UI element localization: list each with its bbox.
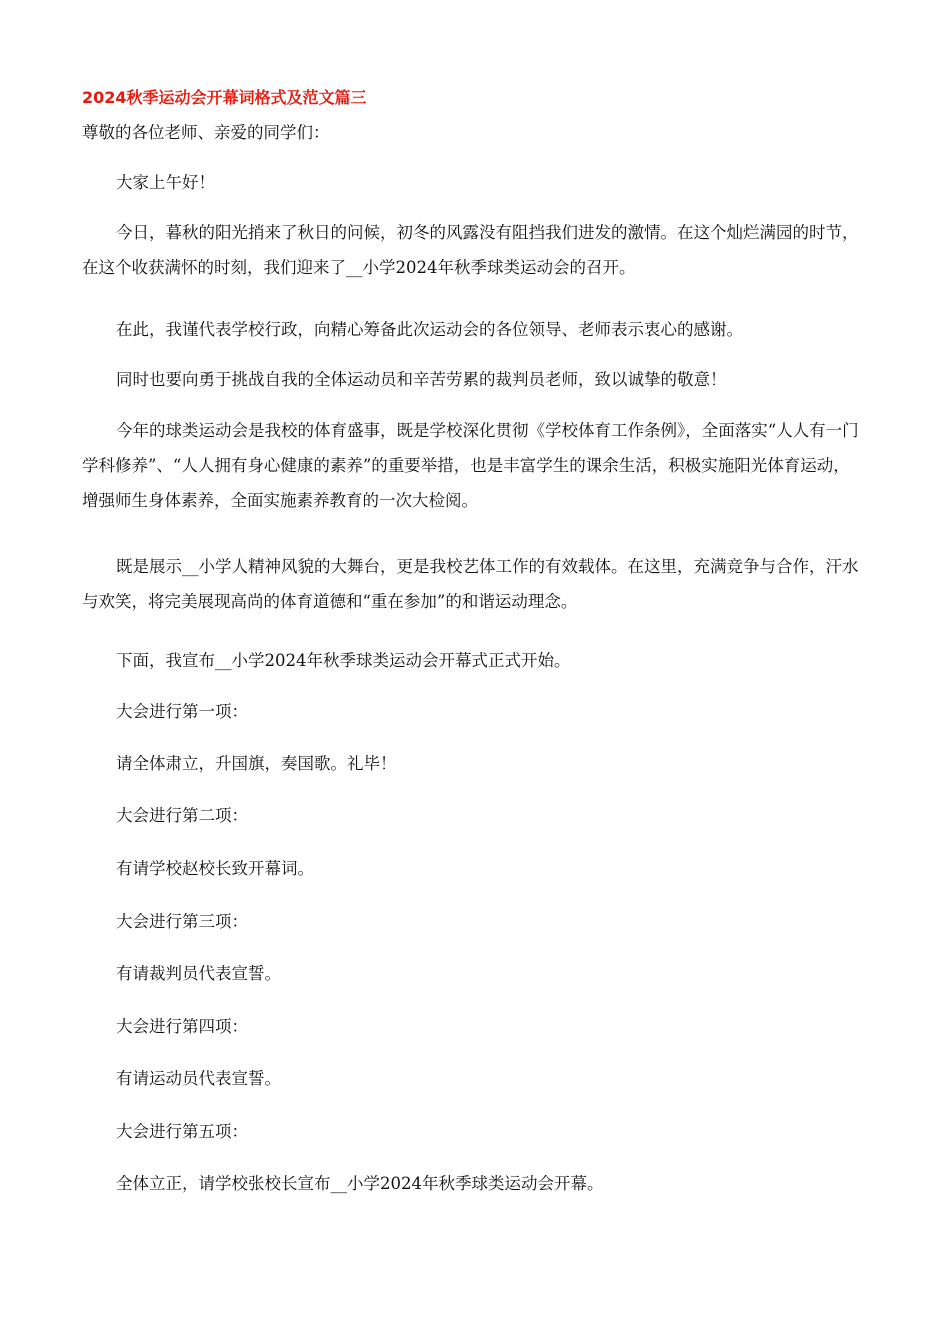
paragraph: 大会进行第三项： <box>116 912 248 931</box>
paragraph: 大会进行第五项： <box>116 1122 248 1141</box>
paragraph: 大家上午好！ <box>116 173 215 192</box>
paragraph: 有请裁判员代表宣誓。 <box>116 964 281 983</box>
paragraph: 有请运动员代表宣誓。 <box>116 1069 281 1088</box>
document-title: 2024秋季运动会开幕词格式及范文篇三 <box>82 88 367 107</box>
paragraph: 今年的球类运动会是我校的体育盛事，既是学校深化贯彻《学校体育工作条例》，全面落实“人人有一门学科修养”、“人人拥有身心健康的素养”的重要举措，也是丰富学生的课余生活，积极实施阳光体育运动，增强师生身体素养，全面实施素养教育的一次大检阅。 <box>82 421 859 510</box>
paragraph: 同时也要向勇于挑战自我的全体运动员和辛苦劳累的裁判员老师，致以诚挚的敬意！ <box>116 370 727 389</box>
paragraph: 下面，我宣布__小学2024年秋季球类运动会开幕式正式开始。 <box>116 651 571 670</box>
paragraph: 既是展示__小学人精神风貌的大舞台，更是我校艺体工作的有效载体。在这里，充满竞争与合作，汗水与欢笑，将完美展现高尚的体育道德和“重在参加”的和谐运动理念。 <box>82 557 859 611</box>
paragraph: 有请学校赵校长致开幕词。 <box>116 859 314 878</box>
paragraph-greeting: 尊敬的各位老师、亲爱的同学们： <box>82 123 330 142</box>
paragraph: 请全体肃立，升国旗，奏国歌。礼毕！ <box>116 754 397 773</box>
paragraph: 大会进行第二项： <box>116 806 248 825</box>
paragraph: 在此，我谨代表学校行政，向精心筹备此次运动会的各位领导、老师表示衷心的感谢。 <box>116 320 743 339</box>
paragraph: 大会进行第四项： <box>116 1017 248 1036</box>
paragraph: 全体立正，请学校张校长宣布__小学2024年秋季球类运动会开幕。 <box>116 1174 604 1193</box>
paragraph: 今日，暮秋的阳光捎来了秋日的问候，初冬的风露没有阻挡我们进发的激情。在这个灿烂满园的时节，在这个收获满怀的时刻，我们迎来了__小学2024年秋季球类运动会的召开。 <box>82 223 859 277</box>
paragraph: 大会进行第一项： <box>116 702 248 721</box>
